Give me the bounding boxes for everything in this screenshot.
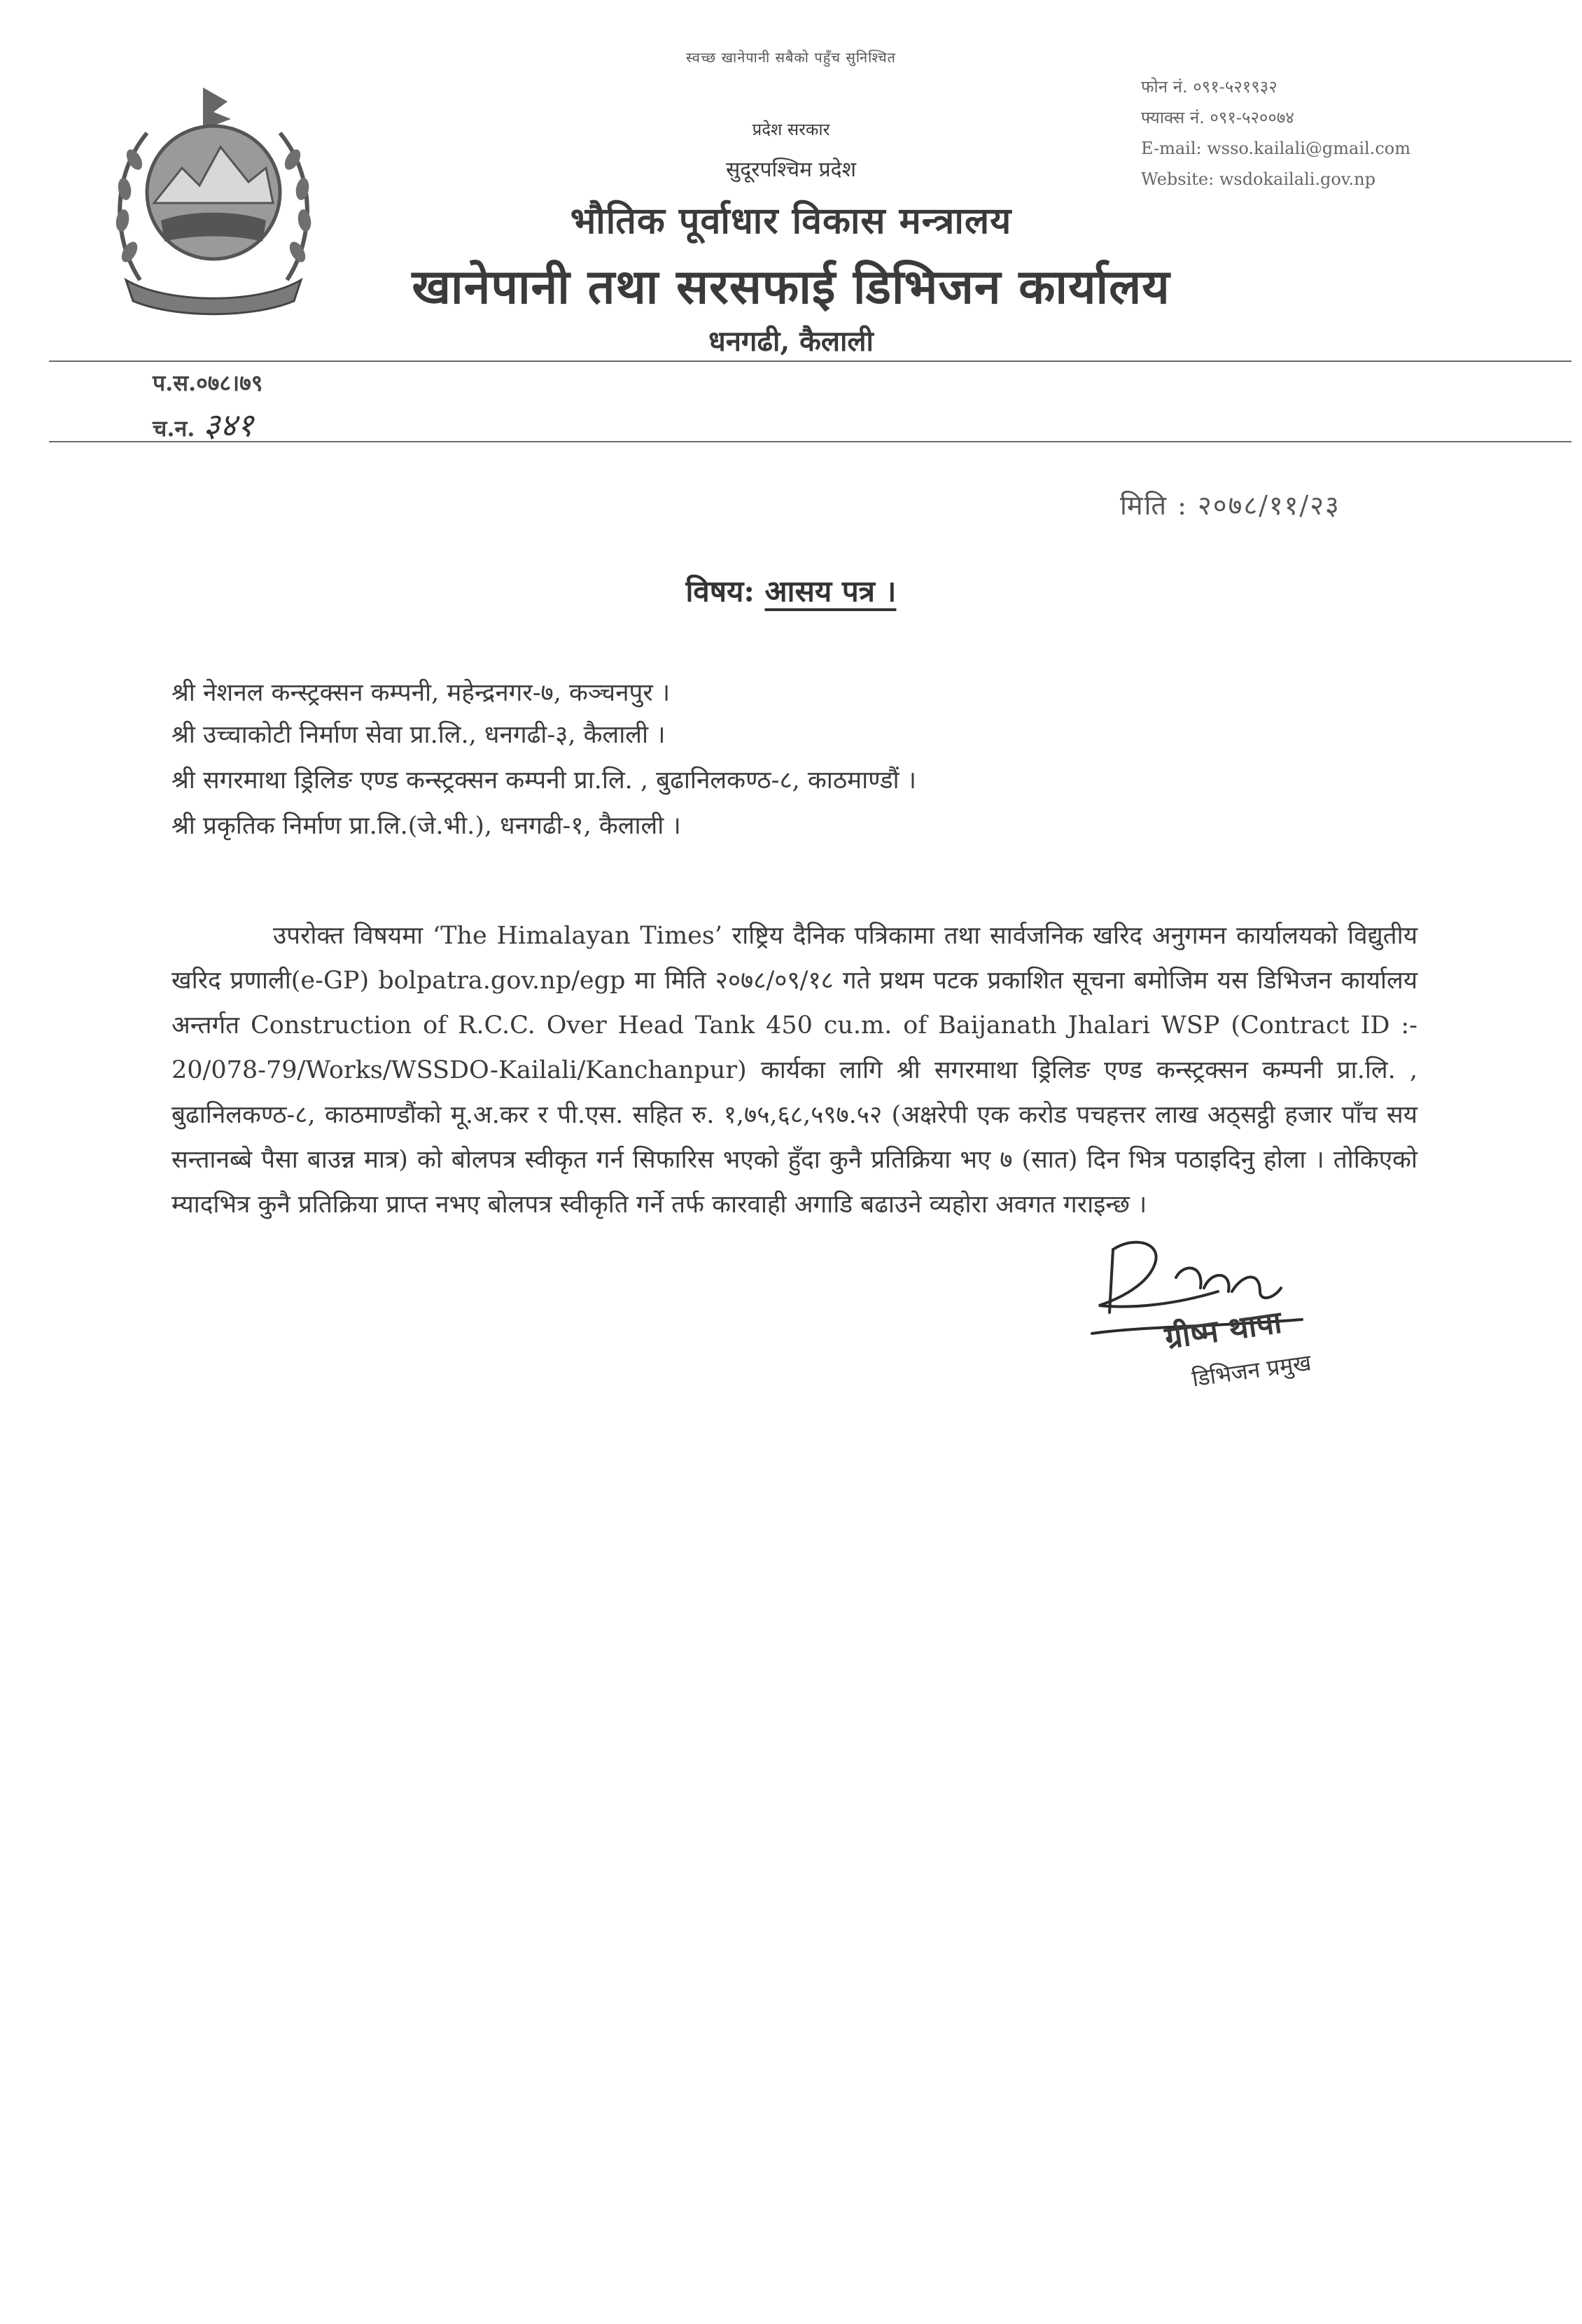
letter-number-label: प.स. [153, 370, 197, 396]
office-name: खानेपानी तथा सरसफाई डिभिजन कार्यालय [412, 259, 1170, 315]
signatory-title: डिभिजन प्रमुख [1190, 1349, 1313, 1392]
letter-number-value: ०७८।७९ [196, 370, 263, 396]
dispatch-number-value: ३४१ [203, 406, 254, 444]
addressee-1: श्री नेशनल कन्स्ट्रक्सन कम्पनी, महेन्द्रनगर-७, कञ्चनपुर । [172, 679, 671, 707]
contact-fax: फ्याक्स नं. ०९१-५२००७४ [1141, 108, 1294, 127]
letter-body [172, 913, 1418, 1227]
addressee-2: श्री उच्चाकोटी निर्माण सेवा प्रा.लि., धनगढी-३, कैलाली । [172, 721, 666, 749]
dispatch-number-label: च.न. [153, 415, 195, 442]
letter-number [153, 368, 262, 398]
date-value: २०७८/११/२३ [1198, 490, 1340, 521]
subject-label: विषय: [685, 574, 755, 608]
contact-phone: फोन नं. ०९१-५२१९३२ [1141, 77, 1278, 97]
letter-body-text: उपरोक्त विषयमा ‘The Himalayan Times’ राष्ट्रिय दैनिक पत्रिकामा तथा सार्वजनिक खरिद अनुगमन कार्यालयको विद्युतीय खरिद प्रणाली(e-GP) bolpatra.gov.np/egp मा मिति २०७८/०९/१८ गते प्रथम पटक प्रकाशित सूचना बमोजिम यस डिभिजन कार्यालय अन्तर्गत Construction of R.C.C. Over Head Tank 450 cu.m. of Baijanath Jhalari WSP (Contract ID :- 20/078-79/Works/WSSDO-Kailali/Kanchanpur) कार्यका लागि श्री सगरमाथा ड्रिलिङ एण्ड कन्स्ट्रक्सन कम्पनी प्रा.लि. , बुढानिलकण्ठ-८, काठमाण्डौंको मू.अ.कर र पी.एस. सहित रु. १,७५,६८,५९७.५२ (अक्षरेपी एक करोड पचहत्तर लाख अठ्सट्ठी हजार पाँच सय सन्तानब्बे पैसा बाउन्न मात्र) को बोलपत्र स्वीकृत गर्न सिफारिस भएको हुँदा कुनै प्रतिक्रिया भए ७ (सात) दिन भित्र पठाइदिनु होला । तोकिएको म्यादभित्र कुनै प्रतिक्रिया प्राप्त नभए बोलपत्र स्वीकृति गर्ने तर्फ कारवाही अगाडि बढाउने व्यहोरा अवगत गराइन्छ । [172, 922, 1418, 1219]
contact-block [1141, 71, 1410, 195]
date-label: मिति : [1120, 490, 1188, 521]
signatory-name: ग्रीष्म थापा [1162, 1304, 1284, 1357]
addressee-3: श्री सगरमाथा ड्रिलिङ एण्ड कन्स्ट्रक्सन कम्पनी प्रा.लि. , बुढानिलकण्ठ-८, काठमाण्डौं । [172, 766, 916, 794]
dispatch-number [153, 402, 253, 446]
government-name: प्रदेश सरकार [752, 120, 830, 139]
subject-value: आसय पत्र । [764, 574, 897, 608]
office-location: धनगढी, कैलाली [708, 325, 874, 358]
ministry-name: भौतिक पूर्वाधार विकास मन्त्रालय [570, 200, 1012, 242]
header-divider [49, 360, 1572, 362]
letter-subject [0, 570, 1582, 610]
reference-divider [49, 441, 1572, 442]
contact-email: E-mail: wsso.kailali@gmail.com [1141, 139, 1410, 158]
letterhead-motto: स्वच्छ खानेपानी सबैको पहुँच सुनिश्चित [686, 49, 896, 66]
province-name: सुदूरपश्चिम प्रदेश [726, 158, 856, 182]
letter-date [1120, 486, 1340, 523]
contact-website: Website: wsdokailali.gov.np [1141, 169, 1376, 189]
addressee-4: श्री प्रकृतिक निर्माण प्रा.लि.(जे.भी.), धनगढी-१, कैलाली । [172, 812, 681, 840]
